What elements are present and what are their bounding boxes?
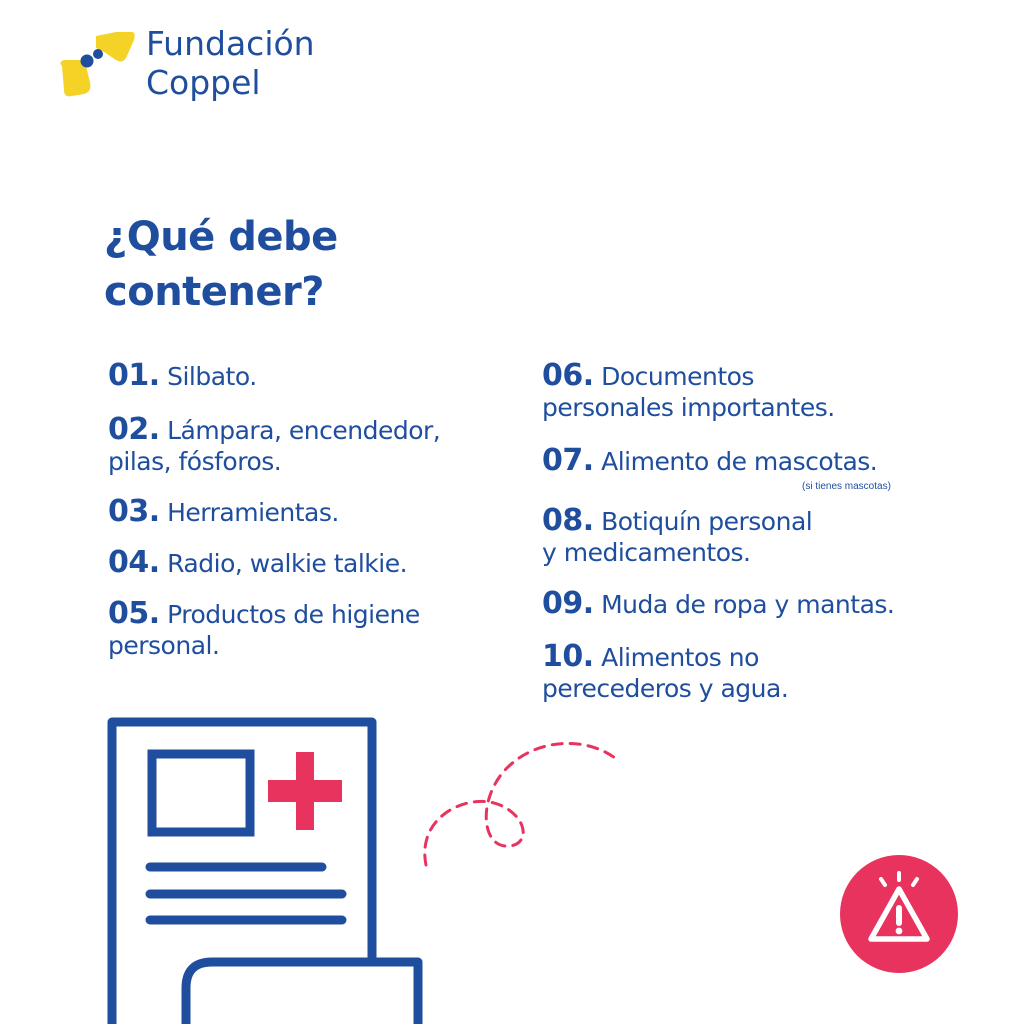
list-item [108,598,420,661]
list-item [542,588,894,620]
brand-name-line1: Fundación [146,24,315,63]
item-text: Documentos [601,362,754,391]
item-text: Silbato. [167,362,257,391]
item-number: 02. [108,412,160,447]
list-item [108,360,257,392]
item-text: Alimentos no [601,643,759,672]
medical-document-icon [112,722,418,1024]
item-number: 03. [108,494,160,529]
item-text: Botiquín personal [601,507,813,536]
list-item [542,360,835,423]
item-text-line2: perecederos y agua. [542,674,789,703]
page-title-line1: ¿Qué debe [104,214,338,260]
item-text: Muda de ropa y mantas. [601,590,895,619]
item-number: 05. [108,596,160,631]
item-text-line2: pilas, fósforos. [108,447,282,476]
item-number: 10. [542,639,594,674]
dashed-loop-line [425,743,615,865]
warning-badge [840,855,958,973]
list-item [542,445,877,477]
item-text: Radio, walkie talkie. [167,549,408,578]
warning-triangle-icon [840,855,958,973]
brand-name-line2: Coppel [146,63,261,102]
item-number: 08. [542,503,594,538]
item-text: Productos de higiene [167,600,420,629]
list-item [108,496,339,528]
item-text: Alimento de mascotas. [601,447,878,476]
page-title-line2: contener? [104,269,324,315]
item-number: 09. [542,586,594,621]
list-item [542,641,788,704]
item-number: 01. [108,358,160,393]
item-text: Herramientas. [167,498,339,527]
item-number: 07. [542,443,594,478]
page-title [104,210,338,320]
heart-hands-logo-icon [58,26,136,100]
list-item [542,505,812,568]
item-number: 06. [542,358,594,393]
item-text: Lámpara, encendedor, [167,416,441,445]
list-item [108,414,440,477]
item-text-line2: personales importantes. [542,393,835,422]
brand-name [146,24,315,102]
item-note: (si tienes mascotas) [802,481,891,492]
item-text-line2: personal. [108,631,220,660]
item-text-line2: y medicamentos. [542,538,751,567]
item-number: 04. [108,545,160,580]
list-item [108,547,407,579]
